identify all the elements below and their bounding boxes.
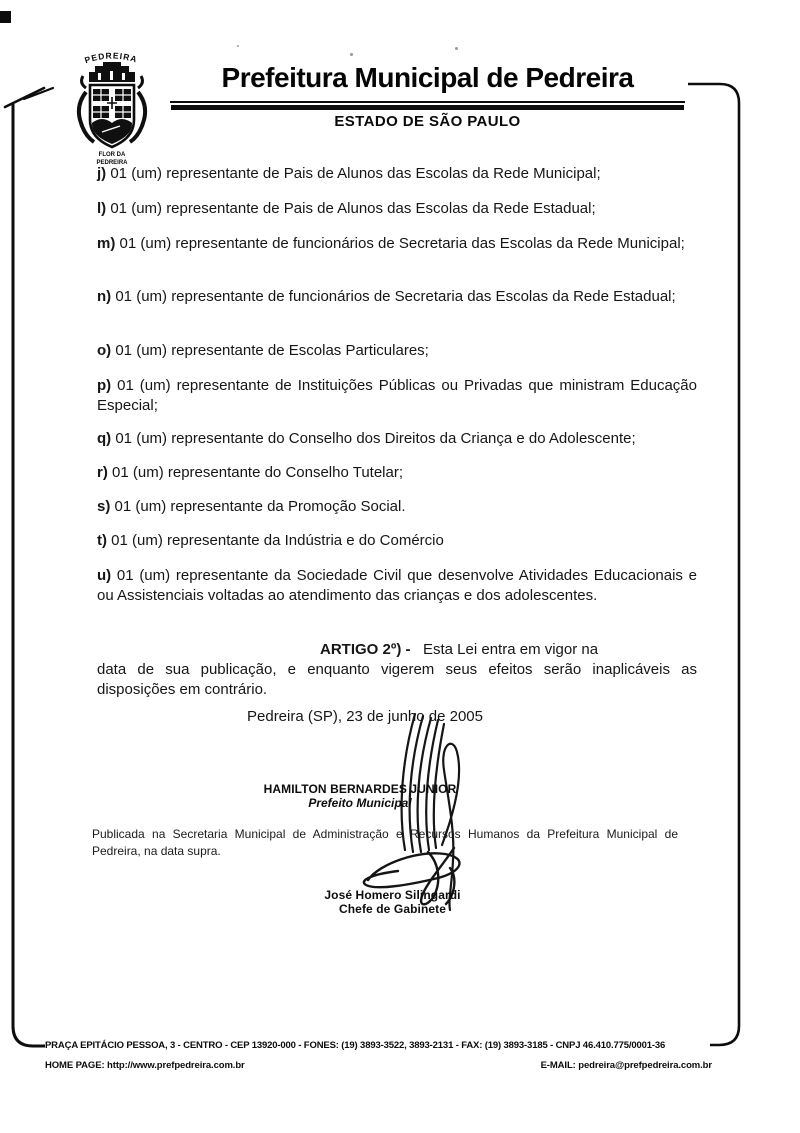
list-item-q [97, 429, 697, 449]
title-underline-thick [171, 105, 684, 110]
dateline: Pedreira (SP), 23 de junho de 2005 [247, 708, 483, 725]
scan-speck [350, 53, 353, 56]
emblem-bottom-text-2: PEDREIRA [96, 160, 128, 166]
letterhead [168, 62, 687, 94]
item-letter: t) [97, 532, 107, 549]
signer-2-role: Chefe de Gabinete [338, 902, 447, 916]
signer-2-name: José Homero Silingardi [324, 888, 461, 902]
footer-address-line: PRAÇA EPITÁCIO PESSOA, 3 - CENTRO - CEP 13920-000 - FONES: (19) 3893-3522, 3893-2131 - FAX: (19) 3893-3185 - CNPJ 46.410.775/0001-36 [45, 1040, 666, 1051]
item-letter: p) [97, 377, 112, 394]
publication-note: Publicada na Secretaria Municipal de Administração e Recursos Humanos da Prefeitura Municipal de Pedreira, na data supra. [92, 827, 678, 858]
list-item-r [97, 463, 697, 483]
item-letter: s) [97, 498, 111, 515]
list-item-s [97, 497, 697, 517]
footer-email: E-MAIL: pedreira@prefpedreira.com.br [540, 1060, 712, 1071]
artigo-2-paragraph [97, 640, 697, 700]
org-title: Prefeitura Municipal de Pedreira [221, 62, 634, 93]
scan-corner-mark [0, 11, 11, 23]
signer-1-role: Prefeito Municipal [308, 796, 412, 810]
artigo-label: ARTIGO 2º) - [320, 641, 411, 658]
emblem-bottom-text-1: FLOR DA [98, 152, 126, 158]
item-text: 01 (um) representante de Pais de Alunos das Escolas da Rede Estadual; [110, 200, 596, 217]
item-text: 01 (um) representante de Escolas Particulares; [115, 342, 429, 359]
title-underline-thin [170, 101, 685, 103]
list-item-t [97, 531, 697, 551]
list-item-l [97, 199, 697, 219]
item-letter: u) [97, 567, 112, 584]
item-text: 01 (um) representante de Instituições Públicas ou Privadas que ministram Educação Especial; [97, 377, 697, 414]
pedreira-coat-of-arms-icon [70, 48, 154, 168]
list-item-j [97, 164, 697, 184]
list-item-m [97, 234, 697, 254]
emblem-top-text: PEDREIRA [83, 50, 139, 66]
item-text: 01 (um) representante de funcionários de Secretaria das Escolas da Rede Municipal; [119, 235, 685, 252]
scan-speck [237, 45, 239, 47]
item-text: 01 (um) representante da Sociedade Civil que desenvolve Atividades Educacionais e ou Assistenciais voltadas ao atendimento das crianças e dos adolescentes. [97, 567, 698, 604]
item-letter: r) [97, 464, 108, 481]
item-text: 01 (um) representante de Pais de Alunos das Escolas da Rede Municipal; [110, 165, 601, 182]
scan-speck [455, 47, 458, 50]
item-letter: n) [97, 288, 112, 305]
signer-2-block [290, 888, 495, 916]
item-text: 01 (um) representante da Promoção Social. [114, 498, 406, 515]
item-letter: l) [97, 200, 107, 217]
item-text: 01 (um) representante de funcionários de Secretaria das Escolas da Rede Estadual; [115, 288, 676, 305]
signer-1-block [240, 782, 480, 810]
item-text: 01 (um) representante do Conselho Tutelar; [112, 464, 404, 481]
list-item-o [97, 341, 697, 361]
signer-1-name: HAMILTON BERNARDES JUNIOR [263, 782, 457, 796]
item-letter: o) [97, 342, 112, 359]
list-item-p [97, 376, 697, 416]
item-letter: m) [97, 235, 116, 252]
artigo-first-line: Esta Lei entra em vigor na [423, 641, 599, 658]
item-letter: q) [97, 430, 112, 447]
item-letter: j) [97, 165, 107, 182]
list-item-u [97, 566, 697, 606]
list-item-n [97, 287, 697, 307]
footer-homepage: HOME PAGE: http://www.prefpedreira.com.br [45, 1060, 245, 1071]
org-subtitle: ESTADO DE SÃO PAULO [334, 113, 521, 130]
item-text: 01 (um) representante do Conselho dos Direitos da Criança e do Adolescente; [115, 430, 636, 447]
item-text: 01 (um) representante da Indústria e do Comércio [111, 532, 444, 549]
artigo-text: data de sua publicação, e enquanto vigerem seus efeitos serão inaplicáveis as disposições em contrário. [97, 661, 697, 698]
